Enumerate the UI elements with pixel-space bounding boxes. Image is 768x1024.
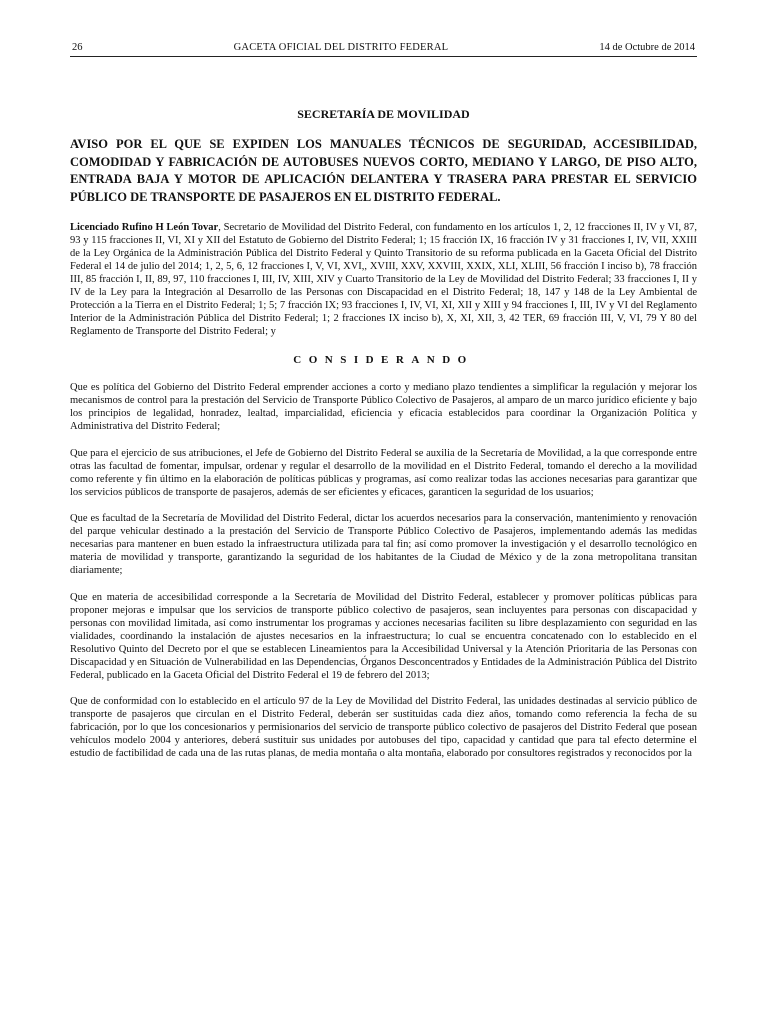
considerando-paragraph: Que es política del Gobierno del Distrito Federal emprender acciones a corto y mediano plazo tendientes a simplificar la regulación y mejorar los mecanismos de control para la prestación del Servicio de Transporte Público Colectivo de Pasajeros, al amparo de un marco jurídico eficiente y bajo los principios de legalidad, honradez, lealtad, imparcialidad, eficiencia y eficacia establecidos para coordinar la Organización Política y Administrativa del Distrito Federal; — [70, 382, 697, 433]
considerando-body — [70, 381, 697, 760]
considerando-paragraph: Que de conformidad con lo establecido en el artículo 97 de la Ley de Movilidad del Distrito Federal, las unidades destinadas al servicio público de transporte de pasajeros que circulan en el Distrito Federal, deberán ser sustituidas cada diez años, tomando como referencia la fecha de su fabricación, por lo que los concesionarios y permisionarios del servicio de transporte público colectivo de pasajeros del Distrito Federal que posean vehículos modelo 2004 y anteriores, deberá sustituir sus unidades por autobuses del tipo, capacidad y cantidad que para tal efecto determine el estudio de factibilidad de cada una de las rutas planas, de media montaña o alta montaña, elaborado por consultores registrados y reconocidos por la — [70, 696, 697, 760]
aviso-title: AVISO POR EL QUE SE EXPIDEN LOS MANUALES TÉCNICOS DE SEGURIDAD, ACCESIBILIDAD, COMODIDAD Y FABRICACIÓN DE AUTOBUSES NUEVOS CORTO, MEDIANO Y LARGO, DE PISO ALTO, ENTRADA BAJA Y MOTOR DE APLICACIÓN DELANTERA Y TRASERA PARA PRESTAR EL SERVICIO PÚBLICO DE TRANSPORTE DE PASAJEROS EN EL DISTRITO FEDERAL. — [70, 137, 697, 204]
intro-text: , Secretario de Movilidad del Distrito Federal, con fundamento en los artículos 1, 2, 12 fracciones II, IV y VI, 87, 93 y 115 fracciones II, VI, XI y XII del Estatuto de Gobierno del Distrito Federal; 1; 15 fracción IX, 16 fracción IV y 31 fracciones I, IV, VII, XXIII de la Ley Orgánica de la Administración Pública del Distrito Federal y Quinto Transitorio de su reforma publicada en la Gaceta Oficial del Distrito Federal el 14 de julio del 2014; 1, 2, 5, 6, 12 fracciones I, V, VI, XVI,, XVIII, XXV, XXVIII, XXIX, XLI, XLIII, 56 fracción I inciso b), 78 fracción III, 85 fracción I, II, 89, 97, 110 fracciones I, III, IV, XIII, XIV y Cuarto Transitorio de la Ley de Movilidad del Distrito Federal; 33 fracciones I, II y IV de la Ley para la Integración al Desarrollo de las Personas con Discapacidad en el Distrito Federal; 18, 147 y 148 de la Ley Ambiental de Protección a la Tierra en el Distrito Federal; 1; 5; 7 fracción IX; 93 fracciones I, IV, VI, XI, XII y XIII y 94 fracciones I, III, IV y VI del Reglamento Interior de la Administración Pública del Distrito Federal; 1; 2 fracciones IX inciso b), X, XI, XII, 3, 42 TER, 69 fracción III, V, VI, 79 Y 80 del Reglamento de Transporte del Distrito Federal; y — [70, 222, 698, 338]
considerando-paragraph: Que en materia de accesibilidad corresponde a la Secretaría de Movilidad del Distrito Federal, establecer y promover políticas públicas para proponer mejoras e impulsar que los servicios de transporte público colectivo de pasajeros, sean incluyentes para personas con discapacidad y personas con movilidad limitada, así como instrumentar los programas y acciones necesarias faciliten su libre desplazamiento con seguridad en las vialidades, coordinando la instalación de ajustes necesarios en la infraestructura; lo cual se encuentra concatenado con lo establecido en el Resolutivo Quinto del Decreto por el que se establecen Lineamientos para la Accesibilidad Universal y la Atención Prioritaria de las Personas con Discapacidad y en Situación de Vulnerabilidad en las Dependencias, Órganos Desconcentrados y Entidades de la Administración Pública del Distrito Federal, publicado en la Gaceta Oficial del Distrito Federal el 19 de febrero del 2013; — [70, 591, 697, 681]
considerando-paragraph: Que para el ejercicio de sus atribuciones, el Jefe de Gobierno del Distrito Federal se auxilia de la Secretaría de Movilidad, a la que corresponde entre otras las facultad de fomentar, impulsar, ordenar y regular el desarrollo de la movilidad en el Distrito Federal, tomando el derecho a la movilidad como referente y fin último en la elaboración de políticas públicas y programas, así como realizar todas las acciones necesarias para garantizar que los servicios públicos de transporte de pasajeros, además de ser eficientes y eficaces, garanticen la seguridad de los usuarios; — [70, 447, 697, 498]
section-title: SECRETARÍA DE MOVILIDAD — [297, 107, 470, 121]
considerando-paragraph: Que es facultad de la Secretaría de Movilidad del Distrito Federal, dictar los acuerdos necesarios para la conservación, mantenimiento y renovación del parque vehicular destinado a la prestación del Servicio de Transporte Público Colectivo de Pasajeros, implementando además las medidas necesarias para mantener en buen estado la infraestructura utilizada para tal fin; así como promover la investigación y el desarrollo tecnológico en materia de movilidad y transporte, garantizando la seguridad de los habitantes de la Ciudad de México y de la zona metropolitana transitan diariamente; — [70, 513, 697, 577]
page-header — [70, 42, 697, 57]
considerando-heading: CONSIDERANDO — [293, 354, 474, 367]
publication-date: 14 de Octubre de 2014 — [599, 42, 695, 53]
publication-title: GACETA OFICIAL DEL DISTRITO FEDERAL — [233, 42, 449, 53]
intro-paragraph — [70, 221, 697, 338]
signatory-name: Licenciado Rufino H León Tovar — [70, 222, 219, 234]
page-number: 26 — [72, 42, 83, 53]
